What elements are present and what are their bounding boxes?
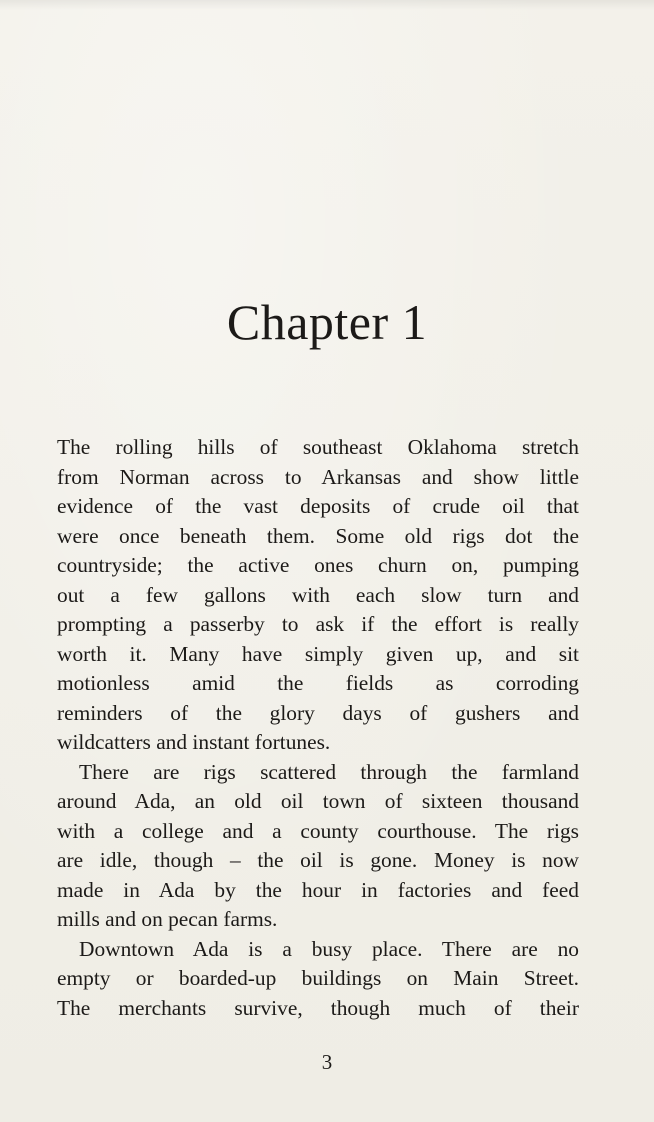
text-line: The merchants survive, though much of their — [57, 995, 579, 1020]
text-line: wildcatters and instant fortunes. — [57, 730, 331, 754]
page-number: 3 — [321, 1050, 333, 1074]
text-line: out a few gallons with each slow turn and — [57, 582, 579, 607]
body-text — [57, 433, 579, 1023]
paragraph-3 — [57, 935, 579, 1024]
text-line: motionless amid the fields as corroding — [57, 671, 579, 695]
text-line: prompting a passerby to ask if the effort is really — [57, 612, 579, 636]
text-line: evidence of the vast deposits of crude oil that — [57, 494, 579, 518]
text-line: around Ada, an old oil town of sixteen thousand — [57, 789, 579, 813]
text-line: The rolling hills of southeast Oklahoma stretch — [57, 435, 579, 459]
chapter-title: Chapter 1 — [226, 294, 428, 350]
text-line: from Norman across to Arkansas and show little — [57, 464, 579, 489]
text-line: reminders of the glory days of gushers and — [57, 700, 579, 725]
text-line: There are rigs scattered through the farmland — [79, 759, 579, 784]
text-line: with a college and a county courthouse. The rigs — [57, 818, 579, 843]
text-line: mills and on pecan farms. — [57, 907, 278, 931]
paragraph-1 — [57, 433, 579, 758]
text-line: countryside; the active ones churn on, pumping — [57, 553, 579, 577]
text-line: empty or boarded-up buildings on Main Street. — [57, 966, 579, 990]
text-line: worth it. Many have simply given up, and sit — [57, 641, 579, 666]
text-line: are idle, though – the oil is gone. Money is now — [57, 848, 579, 872]
page-top-shadow — [0, 0, 654, 10]
text-line: were once beneath them. Some old rigs dot the — [57, 523, 579, 548]
text-line: Downtown Ada is a busy place. There are no — [79, 936, 579, 961]
text-line: made in Ada by the hour in factories and feed — [57, 877, 579, 902]
paragraph-2 — [57, 758, 579, 935]
